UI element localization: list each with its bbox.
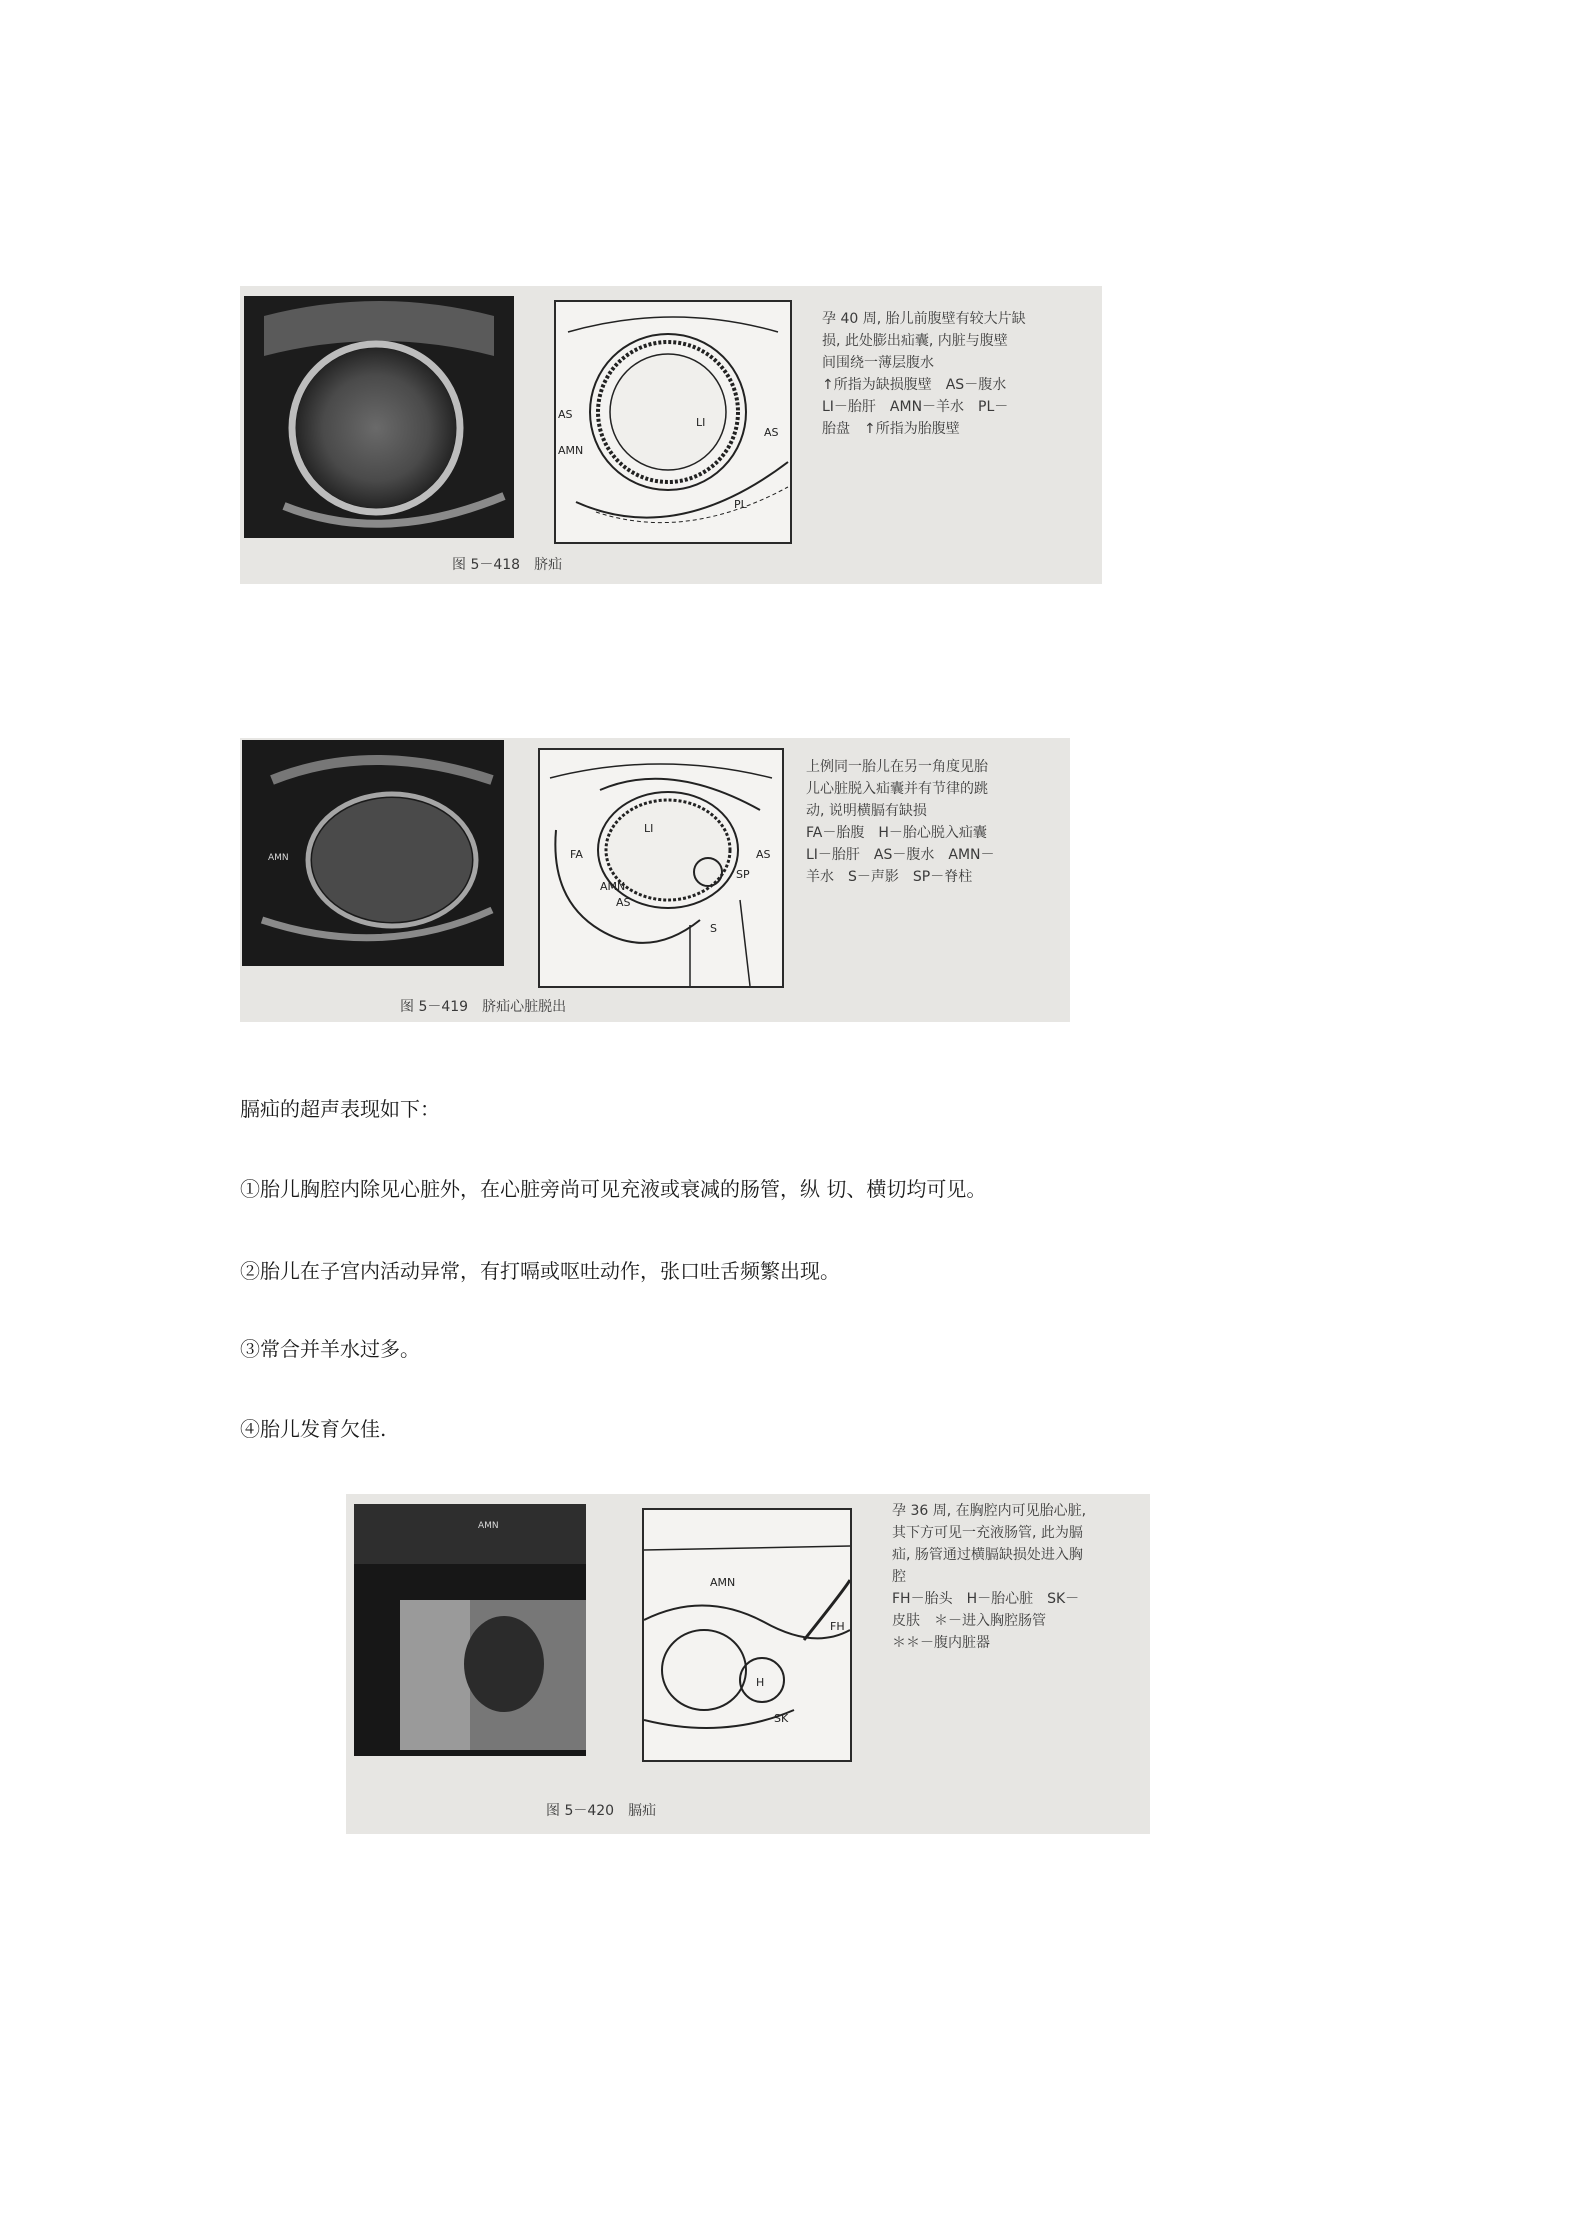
label-sk: SK bbox=[774, 1712, 789, 1725]
caption-title: 脐疝 bbox=[534, 557, 563, 573]
label-fh: FH bbox=[830, 1620, 845, 1633]
label-as-right: AS bbox=[764, 426, 779, 439]
figure-5-419 bbox=[240, 738, 1070, 1022]
label-as-left: AS bbox=[558, 408, 573, 421]
caption-title: 膈疝 bbox=[628, 1803, 657, 1819]
figure-description: 上例同一胎儿在另一角度见胎 儿心脏脱入疝囊并有节律的跳 动, 说明横膈有缺损 FA－胎腹 H－胎心脱入疝囊 LI－胎肝 AS－腹水 AMN－ 羊水 S－声影 SP－脊柱 bbox=[806, 759, 995, 885]
label-s: S bbox=[710, 922, 717, 935]
figure-caption bbox=[452, 554, 562, 574]
label-amn: AMN bbox=[710, 1576, 736, 1589]
list-item: ④胎儿发育欠佳. bbox=[240, 1417, 387, 1441]
label-as-right: AS bbox=[756, 848, 771, 861]
line-diagram bbox=[554, 300, 792, 544]
label-pl: PL bbox=[734, 498, 747, 511]
us-label-amn: AMN bbox=[268, 853, 289, 863]
ultrasound-image bbox=[354, 1504, 586, 1756]
list-item: ①胎儿胸腔内除见心脏外，在心脏旁尚可见充液或衰减的肠管，纵 切、横切均可见。 bbox=[240, 1177, 987, 1201]
ultrasound-image bbox=[242, 740, 504, 966]
label-li: LI bbox=[644, 822, 654, 835]
section-heading: 膈疝的超声表现如下： bbox=[240, 1097, 440, 1121]
label-amn: AMN bbox=[558, 444, 584, 457]
list-item: ③常合并羊水过多。 bbox=[240, 1337, 420, 1361]
label-fa: FA bbox=[570, 848, 583, 861]
label-amn: AMN bbox=[600, 880, 626, 893]
figure-description: 孕 36 周, 在胸腔内可见胎心脏, 其下方可见一充液肠管, 此为膈 疝, 肠管通过横膈缺损处进入胸 腔 FH－胎头 H－胎心脏 SK－ 皮肤 ＊－进入胸腔肠管 ＊＊－腹内脏器 bbox=[892, 1503, 1087, 1651]
figure-description: 孕 40 周, 胎儿前腹壁有较大片缺 损, 此处膨出疝囊, 内脏与腹壁 间围绕一薄层腹水 ↑所指为缺损腹壁 AS－腹水 LI－胎肝 AMN－羊水 PL－ 胎盘 ↑所指为胎腹壁 bbox=[822, 311, 1026, 437]
list-item: ②胎儿在子宫内活动异常，有打嗝或呕吐动作，张口吐舌频繁出现。 bbox=[240, 1259, 840, 1283]
label-as-lower: AS bbox=[616, 896, 631, 909]
caption-number: 图 5－420 bbox=[546, 1803, 615, 1819]
line-diagram bbox=[642, 1508, 852, 1762]
caption-number: 图 5－419 bbox=[400, 999, 469, 1015]
figure-caption bbox=[400, 996, 566, 1016]
figure-5-420 bbox=[346, 1494, 1150, 1834]
us-label-amn: AMN bbox=[478, 1521, 499, 1531]
ultrasound-image bbox=[244, 296, 514, 538]
label-h: H bbox=[756, 1676, 765, 1689]
line-diagram bbox=[538, 748, 784, 988]
caption-number: 图 5－418 bbox=[452, 557, 521, 573]
label-sp: SP bbox=[736, 868, 750, 881]
label-li: LI bbox=[696, 416, 706, 429]
caption-title: 脐疝心脏脱出 bbox=[482, 999, 567, 1015]
figure-caption bbox=[546, 1800, 656, 1820]
figure-5-418 bbox=[240, 286, 1102, 584]
